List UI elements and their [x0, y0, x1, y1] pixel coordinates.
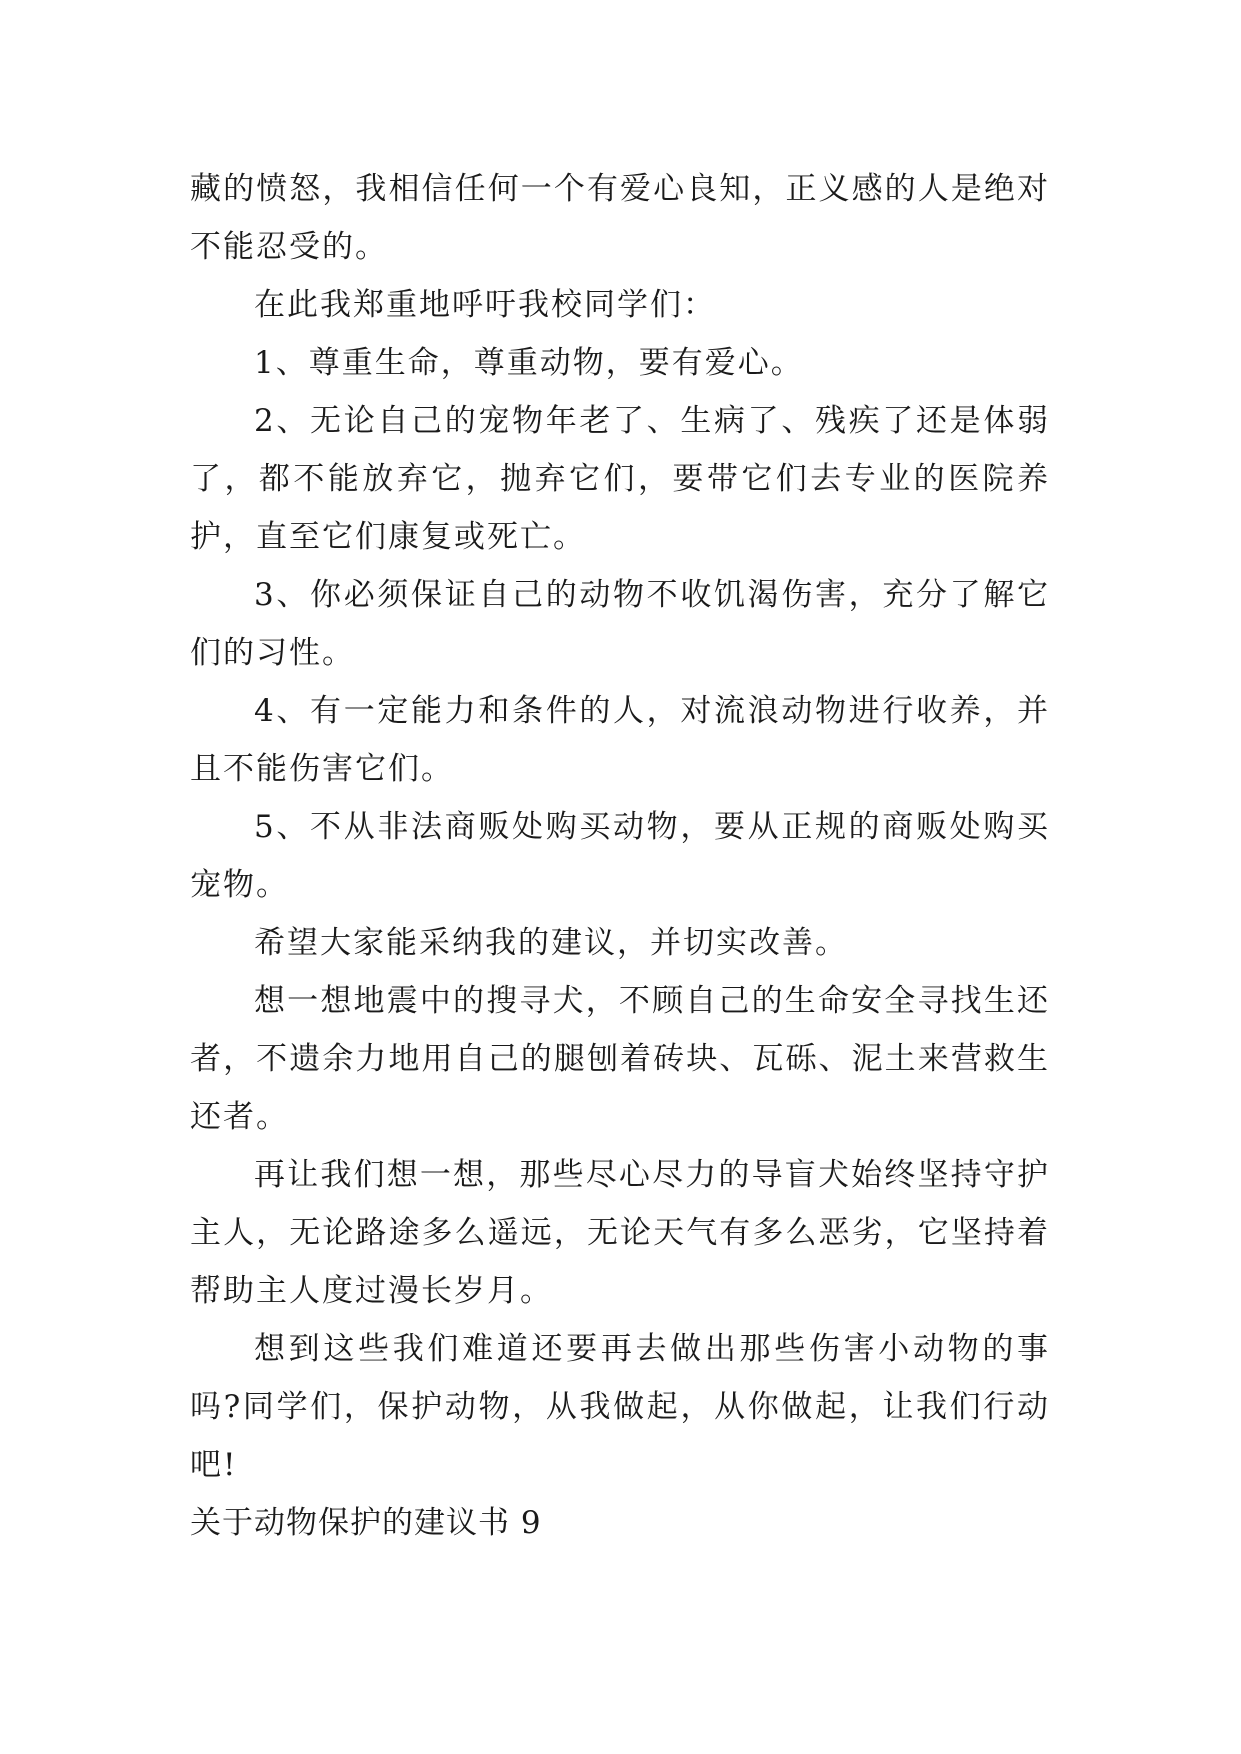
paragraph-guide-dogs: 再让我们想一想，那些尽心尽力的导盲犬始终坚持守护主人，无论路途多么遥远，无论天气有多么恶劣，它坚持着帮助主人度过漫长岁月。: [190, 1157, 1050, 1309]
paragraph-item-3: 3、你必须保证自己的动物不收饥渴伤害，充分了解它们的习性。: [190, 577, 1050, 671]
paragraph-item-2: 2、无论自己的宠物年老了、生病了、残疾了还是体弱了，都不能放弃它，抛弃它们，要带它们去专业的医院养护，直至它们康复或死亡。: [190, 403, 1050, 555]
paragraph-hope: 希望大家能采纳我的建议，并切实改善。: [254, 925, 848, 961]
paragraph-appeal-intro: 在此我郑重地呼吁我校同学们：: [254, 287, 716, 323]
paragraph-item-1: 1、尊重生命，尊重动物，要有爱心。: [254, 345, 804, 381]
paragraph-item-5: 5、不从非法商贩处购买动物，要从正规的商贩处购买宠物。: [190, 809, 1050, 903]
section-heading: 关于动物保护的建议书 9: [190, 1505, 542, 1541]
paragraph-continuation: 藏的愤怒，我相信任何一个有爱心良知，正义感的人是绝对不能忍受的。: [190, 171, 1050, 265]
paragraph-item-4: 4、有一定能力和条件的人，对流浪动物进行收养，并且不能伤害它们。: [190, 693, 1050, 787]
document-body: [190, 160, 1050, 1552]
paragraph-conclusion: 想到这些我们难道还要再去做出那些伤害小动物的事吗?同学们，保护动物，从我做起，从你做起，让我们行动吧!: [190, 1331, 1050, 1483]
paragraph-search-dogs: 想一想地震中的搜寻犬，不顾自己的生命安全寻找生还者，不遗余力地用自己的腿刨着砖块、瓦砾、泥土来营救生还者。: [190, 983, 1050, 1135]
